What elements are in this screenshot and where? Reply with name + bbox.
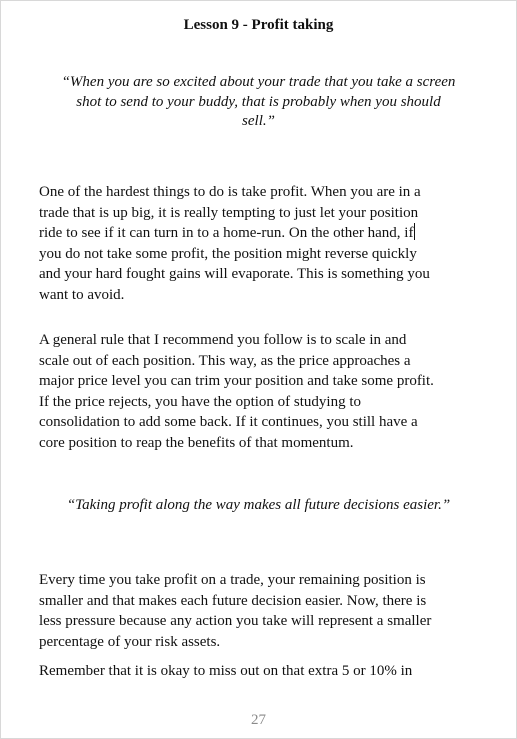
opening-quote bbox=[30, 73, 487, 132]
text-line: major price level you can trim your position and take some profit. bbox=[39, 373, 434, 389]
quote-line: sell.” bbox=[242, 113, 275, 129]
quote-line: “When you are so excited about your trade that you take a screen bbox=[61, 74, 456, 90]
text-line: and your hard fought gains will evaporate. This is something you bbox=[39, 266, 430, 282]
text-line: A general rule that I recommend you follow is to scale in and bbox=[39, 332, 407, 348]
text-line: ride to see if it can turn in to a home-run. On the other hand, if bbox=[39, 225, 414, 241]
quote-line: shot to send to your buddy, that is probably when you should bbox=[76, 93, 441, 110]
text-line: less pressure because any action you take will represent a smaller bbox=[39, 613, 432, 629]
paragraph-1 bbox=[39, 182, 479, 305]
text-line: core position to reap the benefits of that momentum. bbox=[39, 434, 354, 451]
text-line: Remember that it is okay to miss out on that extra 5 or 10% in bbox=[39, 663, 413, 679]
lesson-title: Lesson 9 - Profit taking bbox=[183, 17, 334, 33]
text-line: percentage of your risk assets. bbox=[39, 633, 221, 650]
paragraph-3 bbox=[39, 570, 479, 652]
text-line: want to avoid. bbox=[39, 286, 125, 303]
text-line: scale out of each position. This way, as the price approaches a bbox=[39, 352, 411, 369]
page-number: 27 bbox=[251, 712, 266, 728]
text-cursor bbox=[414, 223, 415, 240]
paragraph-4 bbox=[39, 661, 479, 682]
text-line-with-cursor bbox=[39, 223, 479, 244]
pull-quote: “Taking profit along the way makes all future decisions easier.” bbox=[66, 497, 451, 513]
text-line: If the price rejects, you have the option of studying to bbox=[39, 393, 361, 410]
paragraph-2 bbox=[39, 330, 479, 453]
text-line: One of the hardest things to do is take profit. When you are in a bbox=[39, 184, 421, 200]
text-line: trade that is up big, it is really tempting to just let your position bbox=[39, 204, 419, 221]
text-line: Every time you take profit on a trade, your remaining position is bbox=[39, 572, 426, 588]
text-line: you do not take some profit, the position might reverse quickly bbox=[39, 245, 417, 262]
text-line: consolidation to add some back. If it continues, you still have a bbox=[39, 414, 418, 430]
text-line: smaller and that makes each future decision easier. Now, there is bbox=[39, 592, 427, 609]
